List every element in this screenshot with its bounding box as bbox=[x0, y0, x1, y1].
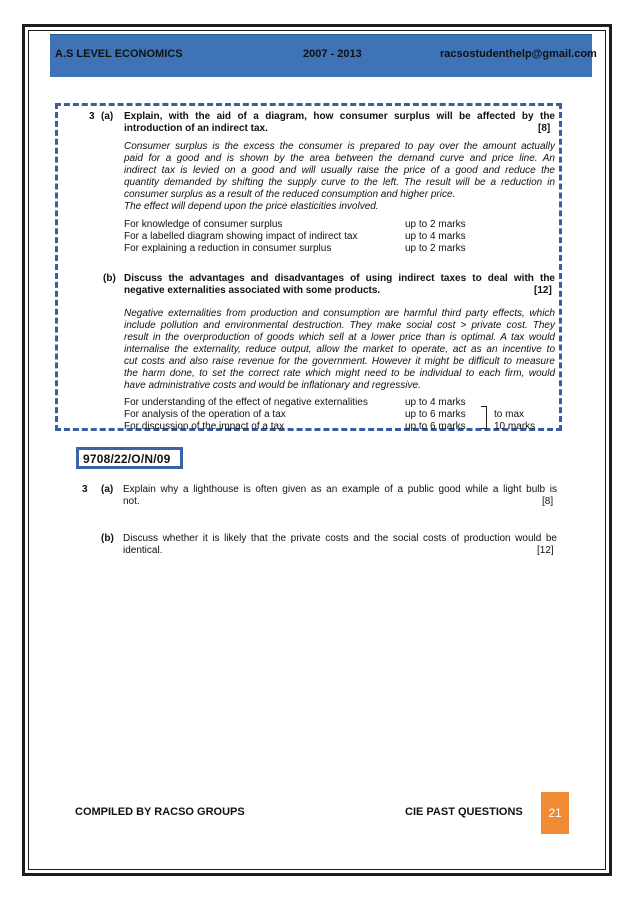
part-b-question-line: Discuss the advantages and disadvantages of using indirect taxes to deal with the bbox=[124, 273, 555, 284]
question-part-label: (b) bbox=[101, 533, 114, 544]
part-b-answer-line: result in the overproduction of goods which sell at a lower price than is optimal. A tax would bbox=[124, 332, 555, 343]
scheme-criterion: For a labelled diagram showing impact of indirect tax bbox=[124, 231, 358, 242]
question-number: 3 bbox=[82, 484, 88, 495]
scheme-marks: up to 6 marks bbox=[405, 421, 466, 432]
scheme-criterion: For understanding of the effect of negative externalities bbox=[124, 397, 368, 408]
part-b-label: (b) bbox=[103, 273, 116, 284]
scheme-marks: up to 4 marks bbox=[405, 231, 466, 242]
part-b-marks: [12] bbox=[534, 285, 552, 296]
scheme-criterion: For knowledge of consumer surplus bbox=[124, 219, 283, 230]
header-subject: A.S LEVEL ECONOMICS bbox=[55, 48, 183, 60]
question-marks: [12] bbox=[537, 545, 554, 556]
scheme-criterion: For analysis of the operation of a tax bbox=[124, 409, 286, 420]
part-a-answer-line: The effect will depend upon the price elasticities involved. bbox=[124, 201, 379, 212]
scheme-marks: up to 2 marks bbox=[405, 219, 466, 230]
part-a-answer-line: quantity demanded by shifting the supply curve to the left. The result will be a reduction in bbox=[124, 177, 555, 188]
part-b-question-line: negative externalities associated with some products. bbox=[124, 285, 381, 296]
part-b-answer-line: Negative externalities from production and consumption are harmful third party effects, which bbox=[124, 308, 555, 319]
part-a-question-line: introduction of an indirect tax. bbox=[124, 123, 268, 134]
scheme-marks: up to 4 marks bbox=[405, 397, 466, 408]
scheme-criterion: For explaining a reduction in consumer surplus bbox=[124, 243, 332, 254]
question-number: 3 bbox=[89, 111, 95, 122]
scheme-marks: up to 2 marks bbox=[405, 243, 466, 254]
header-band bbox=[50, 34, 597, 77]
footer-collection: CIE PAST QUESTIONS bbox=[405, 806, 523, 818]
footer-compiled-by: COMPILED BY RACSO GROUPS bbox=[75, 806, 245, 818]
page-number: 21 bbox=[548, 806, 562, 820]
paper-reference: 9708/22/O/N/09 bbox=[83, 452, 171, 466]
scheme-criterion: For discussion of the impact of a tax bbox=[124, 421, 285, 432]
part-b-answer-line: have administrative costs and would be inflationary and regressive. bbox=[124, 380, 421, 391]
part-b-answer-line: include pollution and environmental destruction. They make social cost > private cost. They bbox=[124, 320, 555, 331]
question-text-line: not. bbox=[123, 496, 140, 507]
part-b-answer-line: the harm done, to set the correct rate which might need to be individual to each firm, would bbox=[124, 368, 555, 379]
question-text-line: identical. bbox=[123, 545, 163, 556]
max-marks-bracket bbox=[481, 406, 487, 429]
part-a-question-line: Explain, with the aid of a diagram, how consumer surplus will be affected by the bbox=[124, 111, 555, 122]
question-part-label: (a) bbox=[101, 484, 114, 495]
header-years: 2007 - 2013 bbox=[303, 48, 362, 60]
part-a-answer-line: Consumer surplus is the excess the consumer is prepared to pay over the amount actually bbox=[124, 141, 555, 152]
part-a-label: (a) bbox=[101, 111, 114, 122]
question-text-line: Discuss whether it is likely that the private costs and the social costs of production would be bbox=[123, 533, 557, 544]
page-number-box bbox=[541, 792, 569, 834]
max-marks-value: 10 marks bbox=[494, 421, 536, 432]
part-a-answer-line: indirect tax is levied on a good and will usually raise the price of a good and reduce the bbox=[124, 165, 555, 176]
part-a-marks: [8] bbox=[538, 123, 551, 134]
scheme-marks: up to 6 marks bbox=[405, 409, 466, 420]
question-text-line: Explain why a lighthouse is often given as an example of a public good while a light bulb is bbox=[123, 484, 557, 495]
part-b-answer-line: cut costs and also raise revenue for the government. However it might be difficult to measure bbox=[124, 356, 555, 367]
paper-reference-box bbox=[76, 447, 183, 469]
max-marks-label: to max bbox=[494, 409, 525, 420]
header-email: racsostudenthelp@gmail.com bbox=[440, 48, 597, 60]
question-marks: [8] bbox=[542, 496, 554, 507]
part-b-answer-line: internalise the externality, reduce output, allow the market to operate, act as an incentive to bbox=[124, 344, 555, 355]
part-a-answer-line: consumer surplus as a result of the reduced consumption and higher price. bbox=[124, 189, 456, 200]
part-a-answer-line: paid for a good and is shown by the area between the demand curve and price line. An bbox=[124, 153, 555, 164]
